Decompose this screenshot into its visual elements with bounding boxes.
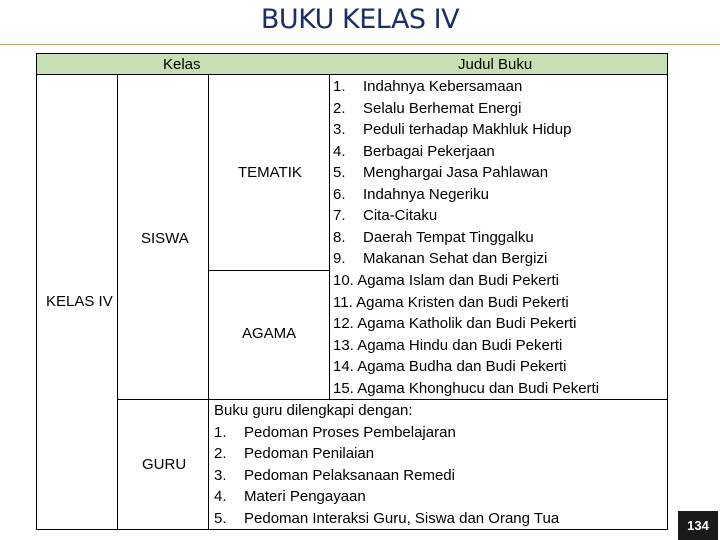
header-kelas: Kelas bbox=[163, 56, 201, 73]
guru-label: GURU bbox=[142, 456, 187, 473]
list-item: 12. Agama Katholik dan Budi Pekerti bbox=[333, 315, 577, 332]
list-item: 2. Pedoman Penilaian bbox=[214, 445, 375, 462]
page-number-badge: 134 bbox=[678, 511, 718, 540]
list-item: 3. Peduli terhadap Makhluk Hidup bbox=[333, 121, 572, 138]
list-item: 5. Pedoman Interaksi Guru, Siswa dan Orang Tua bbox=[214, 509, 560, 527]
list-item: 14. Agama Budha dan Budi Pekerti bbox=[333, 358, 567, 375]
page-title: BUKU KELAS IV bbox=[260, 4, 460, 35]
title-divider bbox=[0, 44, 720, 45]
guru-intro: Buku guru dilengkapi dengan: bbox=[214, 402, 413, 419]
list-item: 2. Selalu Berhemat Energi bbox=[333, 99, 522, 117]
list-item: 7. Cita-Citaku bbox=[333, 207, 438, 224]
list-item: 4. Berbagai Pekerjaan bbox=[333, 142, 495, 160]
table-header bbox=[36, 53, 668, 75]
list-item: 3. Pedoman Pelaksanaan Remedi bbox=[214, 466, 455, 484]
siswa-label: SISWA bbox=[141, 230, 189, 247]
list-item: 15. Agama Khonghucu dan Budi Pekerti bbox=[333, 379, 600, 397]
tematik-label: TEMATIK bbox=[238, 164, 302, 181]
grade-label: KELAS IV bbox=[46, 293, 113, 310]
header-judul-buku: Judul Buku bbox=[458, 56, 533, 73]
list-item: 6. Indahnya Negeriku bbox=[333, 185, 489, 203]
list-item: 8. Daerah Tempat Tinggalku bbox=[333, 228, 534, 246]
list-item: 11. Agama Kristen dan Budi Pekerti bbox=[333, 293, 569, 311]
list-item: 9. Makanan Sehat dan Bergizi bbox=[333, 250, 548, 267]
agama-label: AGAMA bbox=[242, 325, 297, 342]
list-item: 1. Indahnya Kebersamaan bbox=[333, 78, 523, 95]
list-item: 4. Materi Pengayaan bbox=[214, 488, 366, 505]
list-item: 10. Agama Islam dan Budi Pekerti bbox=[333, 272, 559, 289]
list-item: 13. Agama Hindu dan Budi Pekerti bbox=[333, 336, 563, 354]
list-item: 1. Pedoman Proses Pembelajaran bbox=[214, 423, 456, 441]
list-item: 5. Menghargai Jasa Pahlawan bbox=[333, 164, 549, 181]
